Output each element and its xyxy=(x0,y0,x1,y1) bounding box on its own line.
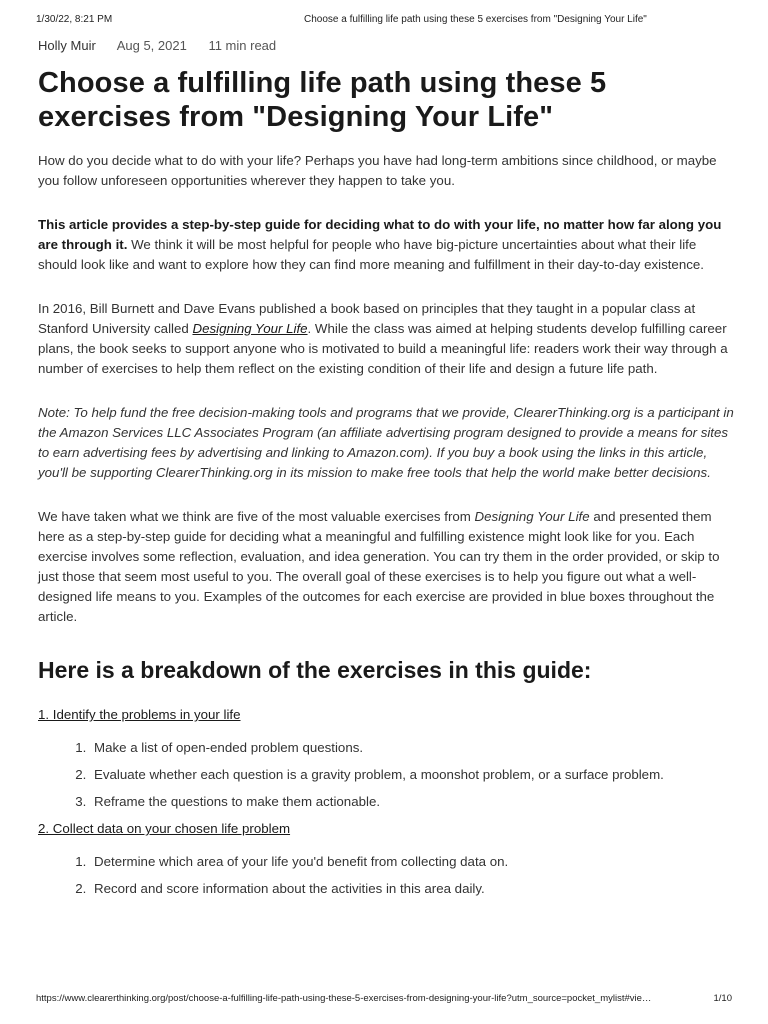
guide-paragraph xyxy=(38,215,734,275)
section-link-1[interactable]: 1. Identify the problems in your life xyxy=(38,707,241,722)
page-url: https://www.clearerthinking.org/post/choose-a-fulfilling-life-path-using-these-5-exercises-from-designing-your-life?utm_source=pocket_mylist#vie… xyxy=(36,993,652,1004)
guide-rest-text: We think it will be most helpful for people who have big-picture uncertainties about what their life should look like and want to explore how they can find more meaning and fulfillment in their day-to-day existence. xyxy=(38,237,704,272)
print-footer xyxy=(36,993,732,1007)
read-time: 11 min read xyxy=(208,38,277,53)
list-item: 2. Record and score information about the activities in this area daily. xyxy=(90,880,734,898)
book-link[interactable]: Designing Your Life xyxy=(192,321,308,336)
list-item: 1. Make a list of open-ended problem questions. xyxy=(90,739,734,757)
affiliate-note: Note: To help fund the free decision-making tools and programs that we provide, ClearerThinking.org is a participant in the Amazon Services LLC Associates Program (an affiliate advertising program designed to provide a means for sites to earn advertising fees by advertising and linking to Amazon.com). If you buy a book using the links in this article, you'll be supporting ClearerThinking.org in its mission to make free tools that help the world make better decisions. xyxy=(38,405,734,480)
taken-text-a: We have taken what we think are five of the most valuable exercises from xyxy=(38,509,475,524)
history-paragraph xyxy=(38,299,734,379)
list-item: 2. Evaluate whether each question is a gravity problem, a moonshot problem, or a surface problem. xyxy=(90,766,734,784)
breakdown-heading: Here is a breakdown of the exercises in this guide: xyxy=(38,657,592,683)
intro-paragraph: How do you decide what to do with your life? Perhaps you have had long-term ambitions since childhood, or maybe you follow unforeseen opportunities wherever they happen to take you. xyxy=(38,153,717,188)
section-2-list xyxy=(38,853,734,898)
section-link-2[interactable]: 2. Collect data on your chosen life problem xyxy=(38,821,291,836)
article-meta xyxy=(38,38,294,53)
history-text-a: In 2016, Bill Burnett and Dave Evans published a book based on principles that they taught in a popular class at Stanford University called xyxy=(38,301,696,336)
article-body xyxy=(38,66,734,907)
list-item: 1. Determine which area of your life you'd benefit from collecting data on. xyxy=(90,853,734,871)
publish-date: Aug 5, 2021 xyxy=(116,38,187,53)
article-title: Choose a fulfilling life path using these 5 exercises from "Designing Your Life" xyxy=(38,67,607,133)
page-number: 1/10 xyxy=(713,993,732,1004)
history-text-b: . While the class was aimed at helping students develop fulfilling career plans, the book seeks to support anyone who is motivated to build a meaningful life: readers work their way through a number of exercises to help them reflect on the existing condition of their life and design a future life path. xyxy=(38,321,728,376)
guide-bold-text: This article provides a step-by-step guide for deciding what to do with your life, no matter how far along you are through it. xyxy=(38,217,722,252)
taken-text-b: and presented them here as a step-by-step guide for deciding what a meaningful and fulfilling existence might look like for you. Each exercise involves some reflection, evaluation, and idea generation. You can try them in the order provided, or skip to just those that seem most useful to you. The overall goal of these exercises is to help you figure out what a well-designed life means to you. Examples of the outcomes for each exercise are provided in blue boxes throughout the article. xyxy=(38,509,720,624)
print-date: 1/30/22, 8:21 PM xyxy=(36,14,113,25)
book-title-emphasis: Designing Your Life xyxy=(474,509,590,524)
exercises-paragraph xyxy=(38,507,734,627)
section-1-list xyxy=(38,739,734,811)
author-name[interactable]: Holly Muir xyxy=(38,38,96,53)
print-header xyxy=(36,14,732,28)
print-title: Choose a fulfilling life path using these 5 exercises from "Designing Your Life" xyxy=(304,14,647,25)
list-item: 3. Reframe the questions to make them actionable. xyxy=(90,793,734,811)
